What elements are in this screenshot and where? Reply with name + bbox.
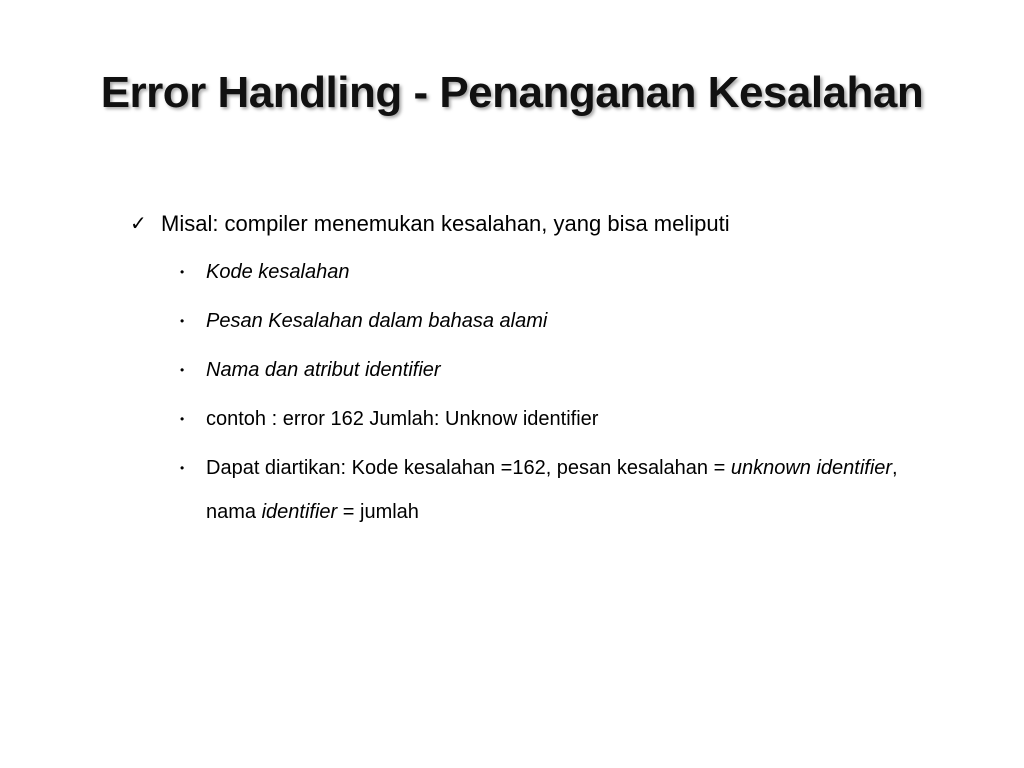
slide-content [130,206,930,539]
list-item [176,250,930,294]
sub-item-text-part: , nama [206,457,898,523]
bullet-icon: • [180,461,185,475]
bullet-icon: • [180,265,185,279]
sub-item-text-part: = jumlah [337,501,419,523]
sub-item-text: contoh : error 162 Jumlah: Unknow identifier [206,408,599,430]
sub-item-text-part: Dapat diartikan: Kode kesalahan =162, pesan kesalahan = [206,457,731,479]
bullet-icon: • [180,363,185,377]
main-bullet [130,206,930,242]
list-item [176,348,930,392]
list-item [176,397,930,441]
sub-bullet-list [130,250,930,534]
checkmark-icon: ✓ [130,213,147,235]
main-point-text: Misal: compiler menemukan kesalahan, yang bisa meliputi [161,211,730,236]
list-item [176,299,930,343]
sub-item-text: Kode kesalahan [206,261,350,283]
sub-item-text-part: identifier [261,501,338,523]
list-item [176,446,930,534]
sub-item-text: Pesan Kesalahan dalam bahasa alami [206,310,548,332]
sub-item-text: Nama dan atribut identifier [206,359,441,381]
bullet-icon: • [180,314,185,328]
sub-item-text-part: unknown identifier [730,457,893,479]
bullet-icon: • [180,412,185,426]
slide-title: Error Handling - Penanganan Kesalahan [100,68,924,117]
